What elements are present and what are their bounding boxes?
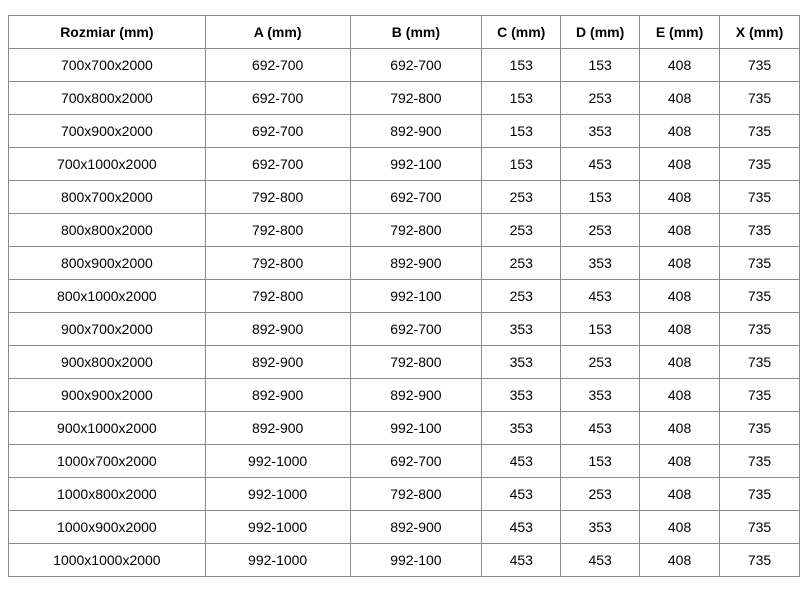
table-cell: 453 xyxy=(482,544,561,577)
table-cell: 692-700 xyxy=(350,181,482,214)
table-cell: 800x800x2000 xyxy=(9,214,206,247)
table-cell: 692-700 xyxy=(205,49,350,82)
table-cell: 253 xyxy=(561,214,640,247)
table-cell: 453 xyxy=(561,280,640,313)
table-cell: 992-100 xyxy=(350,544,482,577)
table-cell: 992-100 xyxy=(350,148,482,181)
table-cell: 153 xyxy=(561,49,640,82)
table-cell: 353 xyxy=(482,346,561,379)
table-cell: 900x800x2000 xyxy=(9,346,206,379)
table-cell: 900x700x2000 xyxy=(9,313,206,346)
table-cell: 800x900x2000 xyxy=(9,247,206,280)
table-cell: 792-800 xyxy=(350,478,482,511)
table-cell: 408 xyxy=(640,478,720,511)
table-cell: 353 xyxy=(482,313,561,346)
table-row xyxy=(9,181,800,214)
table-cell: 735 xyxy=(720,214,800,247)
table-row xyxy=(9,544,800,577)
table-row xyxy=(9,379,800,412)
table-cell: 692-700 xyxy=(205,115,350,148)
table-cell: 892-900 xyxy=(205,346,350,379)
size-table-container xyxy=(8,15,800,577)
table-cell: 353 xyxy=(561,511,640,544)
table-cell: 692-700 xyxy=(205,148,350,181)
table-row xyxy=(9,280,800,313)
table-cell: 253 xyxy=(482,214,561,247)
table-row xyxy=(9,445,800,478)
table-cell: 992-1000 xyxy=(205,544,350,577)
table-cell: 892-900 xyxy=(350,379,482,412)
table-cell: 408 xyxy=(640,280,720,313)
table-cell: 408 xyxy=(640,313,720,346)
table-cell: 892-900 xyxy=(350,247,482,280)
table-cell: 792-800 xyxy=(350,346,482,379)
table-cell: 892-900 xyxy=(205,313,350,346)
table-cell: 792-800 xyxy=(205,280,350,313)
table-cell: 692-700 xyxy=(350,313,482,346)
table-row xyxy=(9,214,800,247)
table-cell: 253 xyxy=(482,280,561,313)
table-cell: 735 xyxy=(720,478,800,511)
table-cell: 408 xyxy=(640,49,720,82)
header-row xyxy=(9,16,800,49)
table-cell: 735 xyxy=(720,445,800,478)
table-cell: 800x700x2000 xyxy=(9,181,206,214)
column-header: A (mm) xyxy=(205,16,350,49)
table-cell: 453 xyxy=(561,148,640,181)
table-row xyxy=(9,49,800,82)
column-header: C (mm) xyxy=(482,16,561,49)
table-cell: 453 xyxy=(482,511,561,544)
table-cell: 408 xyxy=(640,82,720,115)
table-cell: 792-800 xyxy=(205,214,350,247)
table-cell: 153 xyxy=(482,49,561,82)
table-header xyxy=(9,16,800,49)
table-cell: 1000x700x2000 xyxy=(9,445,206,478)
table-cell: 1000x900x2000 xyxy=(9,511,206,544)
table-cell: 453 xyxy=(561,412,640,445)
column-header: D (mm) xyxy=(561,16,640,49)
table-cell: 408 xyxy=(640,247,720,280)
table-cell: 892-900 xyxy=(350,511,482,544)
table-cell: 735 xyxy=(720,379,800,412)
table-cell: 253 xyxy=(482,181,561,214)
table-cell: 700x700x2000 xyxy=(9,49,206,82)
table-row xyxy=(9,82,800,115)
table-cell: 992-100 xyxy=(350,412,482,445)
table-cell: 735 xyxy=(720,544,800,577)
table-cell: 153 xyxy=(561,445,640,478)
table-cell: 900x900x2000 xyxy=(9,379,206,412)
table-cell: 408 xyxy=(640,214,720,247)
table-cell: 353 xyxy=(482,379,561,412)
table-cell: 353 xyxy=(561,247,640,280)
table-cell: 692-700 xyxy=(205,82,350,115)
table-cell: 408 xyxy=(640,511,720,544)
table-cell: 892-900 xyxy=(350,115,482,148)
table-cell: 408 xyxy=(640,544,720,577)
table-cell: 735 xyxy=(720,247,800,280)
table-cell: 700x900x2000 xyxy=(9,115,206,148)
column-header: B (mm) xyxy=(350,16,482,49)
column-header: X (mm) xyxy=(720,16,800,49)
table-row xyxy=(9,412,800,445)
table-cell: 700x1000x2000 xyxy=(9,148,206,181)
table-cell: 692-700 xyxy=(350,445,482,478)
table-body xyxy=(9,49,800,577)
table-cell: 992-100 xyxy=(350,280,482,313)
table-row xyxy=(9,148,800,181)
table-cell: 700x800x2000 xyxy=(9,82,206,115)
table-row xyxy=(9,247,800,280)
table-cell: 253 xyxy=(561,478,640,511)
table-row xyxy=(9,115,800,148)
table-cell: 253 xyxy=(561,82,640,115)
table-cell: 792-800 xyxy=(205,247,350,280)
table-cell: 1000x1000x2000 xyxy=(9,544,206,577)
table-cell: 408 xyxy=(640,181,720,214)
table-cell: 735 xyxy=(720,181,800,214)
table-cell: 153 xyxy=(561,181,640,214)
table-cell: 153 xyxy=(482,82,561,115)
table-cell: 1000x800x2000 xyxy=(9,478,206,511)
table-cell: 408 xyxy=(640,346,720,379)
table-cell: 253 xyxy=(482,247,561,280)
table-cell: 892-900 xyxy=(205,412,350,445)
table-cell: 353 xyxy=(561,379,640,412)
table-cell: 735 xyxy=(720,280,800,313)
table-cell: 735 xyxy=(720,313,800,346)
table-cell: 153 xyxy=(561,313,640,346)
table-cell: 992-1000 xyxy=(205,478,350,511)
table-cell: 892-900 xyxy=(205,379,350,412)
table-cell: 792-800 xyxy=(350,82,482,115)
table-cell: 735 xyxy=(720,115,800,148)
table-cell: 735 xyxy=(720,82,800,115)
table-row xyxy=(9,511,800,544)
table-cell: 353 xyxy=(482,412,561,445)
table-cell: 153 xyxy=(482,115,561,148)
table-cell: 408 xyxy=(640,148,720,181)
table-cell: 735 xyxy=(720,511,800,544)
table-cell: 992-1000 xyxy=(205,445,350,478)
table-cell: 735 xyxy=(720,412,800,445)
table-cell: 408 xyxy=(640,445,720,478)
table-row xyxy=(9,313,800,346)
table-cell: 453 xyxy=(561,544,640,577)
table-cell: 353 xyxy=(561,115,640,148)
table-cell: 692-700 xyxy=(350,49,482,82)
table-cell: 253 xyxy=(561,346,640,379)
table-cell: 735 xyxy=(720,148,800,181)
table-cell: 792-800 xyxy=(205,181,350,214)
table-cell: 153 xyxy=(482,148,561,181)
table-row xyxy=(9,346,800,379)
table-cell: 408 xyxy=(640,379,720,412)
table-cell: 408 xyxy=(640,115,720,148)
column-header: Rozmiar (mm) xyxy=(9,16,206,49)
table-cell: 735 xyxy=(720,49,800,82)
column-header: E (mm) xyxy=(640,16,720,49)
table-row xyxy=(9,478,800,511)
table-cell: 453 xyxy=(482,445,561,478)
table-cell: 900x1000x2000 xyxy=(9,412,206,445)
table-cell: 792-800 xyxy=(350,214,482,247)
table-cell: 992-1000 xyxy=(205,511,350,544)
table-cell: 800x1000x2000 xyxy=(9,280,206,313)
table-cell: 408 xyxy=(640,412,720,445)
table-cell: 735 xyxy=(720,346,800,379)
table-cell: 453 xyxy=(482,478,561,511)
size-table xyxy=(8,15,800,577)
